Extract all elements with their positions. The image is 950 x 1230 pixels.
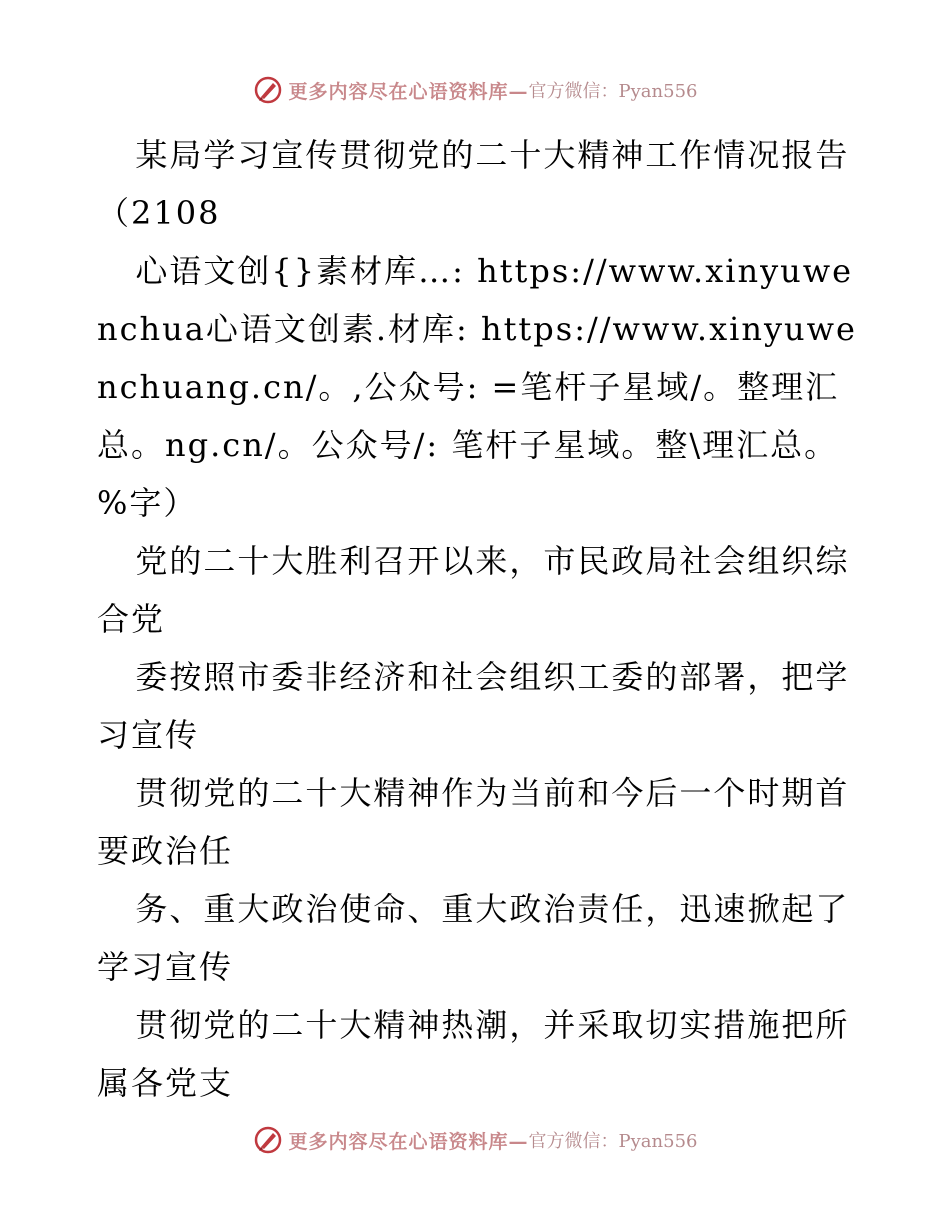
paragraph: 务、重大政治使命、重大政治责任，迅速掀起了学习宣传 <box>97 890 850 986</box>
watermark-prefix: 更多内容尽在心语资料库— <box>288 1130 529 1153</box>
document-title: 某局学习宣传贯彻党的二十大精神工作情况报告（2108 <box>97 136 850 232</box>
paragraph: 贯彻党的二十大精神热潮，并采取切实措施把所属各党支 <box>97 1006 850 1102</box>
pen-nib-logo-icon <box>253 75 283 105</box>
watermark-banner-top <box>0 72 950 108</box>
paragraph: 贯彻党的二十大精神作为当前和今后一个时期首要政治任 <box>97 774 850 870</box>
watermark-contact: 官方微信：Pyan556 <box>528 81 698 102</box>
paragraph: 委按照市委非经济和社会组织工委的部署，把学习宣传 <box>97 658 850 754</box>
watermark-prefix: 更多内容尽在心语资料库— <box>288 80 529 103</box>
paragraph: 心语文创{}素材库…: https://www.xinyuwenchua心语文创素.材库: https://www.xinyuwenchuang.cn/。,公众号: =笔杆子星域/。整理汇总。ng.cn/。公众号/: 笔杆子星域。整\理汇总。%字） <box>97 252 857 522</box>
watermark-contact: 官方微信：Pyan556 <box>528 1131 698 1152</box>
watermark-banner-bottom <box>0 1122 950 1158</box>
document-body <box>97 126 857 1112</box>
paragraph: 党的二十大胜利召开以来，市民政局社会组织综合党 <box>97 542 850 638</box>
pen-nib-logo-icon <box>253 1125 283 1155</box>
